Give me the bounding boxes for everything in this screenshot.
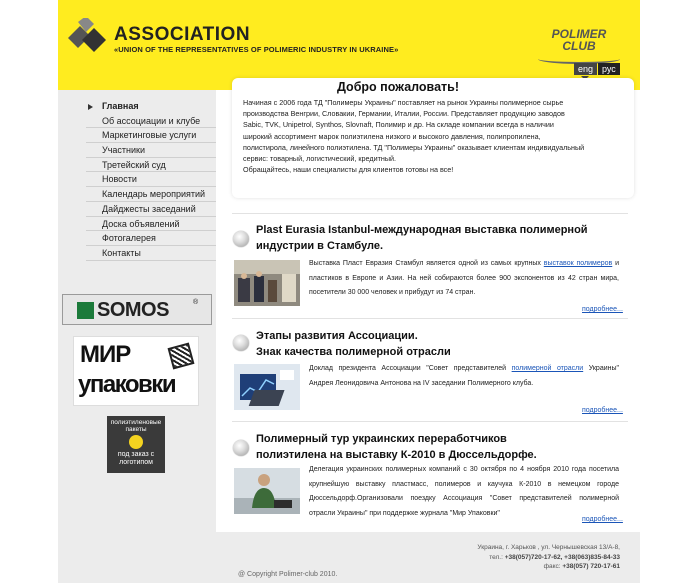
association-logo-icon: [66, 18, 108, 58]
news-title[interactable]: [256, 223, 606, 254]
contact-address: [420, 543, 620, 572]
divider: [232, 421, 628, 422]
tel-numbers: +38(057)720-17-62, +38(063)835-84-33: [504, 553, 620, 561]
polimer-club-line1: POLIMER: [551, 27, 607, 41]
nav-item-about[interactable]: Об ассоциации и клубе: [86, 114, 226, 129]
news-inline-link[interactable]: выставок полимеров: [543, 260, 613, 267]
news-title-line2: индустрии в Стамбуле.: [256, 239, 384, 252]
lang-eng-button[interactable]: eng: [574, 63, 597, 75]
read-more-link[interactable]: подробнее...: [582, 516, 623, 523]
mir-line1: МИР: [80, 341, 131, 368]
welcome-line: Sabic, TVK, Unipetrol, Synthos, Slovnaft, Полимир и др. На складе компании всегда в наличии: [243, 120, 554, 130]
association-title: ASSOCIATION: [114, 24, 251, 45]
package-box-icon: [168, 343, 195, 370]
nav-item-contacts[interactable]: Контакты: [86, 246, 226, 261]
welcome-line: Обращайтесь, наши специалисты для клиентов готовы на все!: [243, 165, 454, 175]
mir-upakovki-banner[interactable]: [73, 336, 199, 406]
nav-item-calendar[interactable]: Календарь мероприятий: [86, 187, 226, 202]
welcome-line: производства Венгрии, Словакии, Германии, Италии, России. Представляет продукцию заводов: [243, 109, 565, 119]
nav-item-members[interactable]: Участники: [86, 143, 226, 158]
nav-item-digests[interactable]: Дайджесты заседаний: [86, 202, 226, 217]
news-bullet-icon: [233, 335, 249, 351]
somos-reg-mark: ®: [193, 299, 199, 306]
news-text-part: Делегация украинских полимерных компаний с 30 октября по 4 ноября 2010 года посетила крупнейшую выставку пластмасс, полимеров и каучука К-2010 в немецком городе Дюссельдорф.Организовали поездку Ассоциация "Совет представителей полимерной отрасли Украины" при поддержке журнала "Мир Упаковки": [309, 466, 619, 517]
main-nav: [86, 99, 226, 261]
divider: [232, 318, 628, 319]
news-title-line1: Plast Eurasia Istanbul-международная выставка полимерной: [256, 224, 588, 236]
copyright: @ Copyright Polimer-club 2010.: [238, 571, 338, 578]
chart-laptop-photo[interactable]: [234, 364, 300, 410]
nav-item-marketing[interactable]: Маркетинговые услуги: [86, 128, 226, 143]
nav-item-gallery[interactable]: Фотогалерея: [86, 231, 226, 246]
read-more-link[interactable]: подробнее...: [582, 306, 623, 313]
welcome-text: [243, 97, 623, 175]
nav-item-news[interactable]: Новости: [86, 172, 226, 187]
somos-logo-icon: [77, 302, 94, 319]
packages-top-text: полиэтиленовые пакеты: [110, 419, 162, 433]
news-bullet-icon: [233, 440, 249, 456]
exhibition-photo[interactable]: [234, 260, 300, 306]
nav-item-board[interactable]: Доска объявлений: [86, 217, 226, 232]
welcome-line: широкий ассортимент марок полиэтилена низкого и высокого давления, полипропилена,: [243, 131, 541, 141]
welcome-line: полистирола, линейного полиэтилена. ТД "Полимеры Украины" оказывает клиентам индивидуальный: [243, 142, 585, 152]
news-title[interactable]: [256, 329, 606, 360]
news-title-line1: Этапы развития Ассоциации.: [256, 330, 418, 342]
somos-banner[interactable]: [62, 294, 212, 325]
news-title-line2: полиэтилена на выставку К-2010 в Дюссельдорфе.: [256, 448, 537, 461]
news-text-part: Доклад президента Ассоциации "Совет представителей: [309, 365, 512, 372]
lang-rus-button[interactable]: рус: [598, 63, 620, 75]
read-more-link[interactable]: подробнее...: [582, 407, 623, 414]
tel-label: тел.:: [489, 553, 503, 561]
nav-item-home[interactable]: Главная: [102, 101, 139, 111]
association-subtitle: «UNION OF THE REPRESENTATIVES OF POLIMERIC INDUSTRY IN UKRAINE»: [114, 45, 399, 54]
packages-logo-icon: [129, 435, 143, 449]
news-title-line1: Полимерный тур украинских переработчиков: [256, 433, 507, 445]
somos-text: SOMOS: [97, 299, 169, 321]
site-header: [58, 0, 640, 90]
packages-banner[interactable]: [107, 416, 165, 473]
news-title-line2: Знак качества полимерной отрасли: [256, 345, 451, 358]
news-text-part: Выставка Пласт Евразия Стамбул является одной из самых крупных: [309, 260, 544, 267]
address-line: Украина, г. Харьков , ул. Чернышевская 13/А-8,: [477, 544, 620, 551]
mir-line2: упаковки: [78, 371, 176, 398]
news-bullet-icon: [233, 231, 249, 247]
welcome-line: сервис: товарный, логистический, кредитный.: [243, 154, 397, 164]
welcome-line: Начиная с 2006 года ТД "Полимеры Украины" поставляет на рынок Украины полимерное сырье: [243, 98, 564, 107]
polimer-club-line2: CLUB: [562, 39, 596, 53]
news-text: [309, 257, 619, 301]
news-text-part: и пластиков в Европе и Азии. На ней собираются более 900 экспонентов из 42 стран мира, посетители 30 000 человек и прибудут из 74 стран.: [309, 260, 620, 296]
news-title[interactable]: [256, 432, 606, 463]
delegate-photo[interactable]: [234, 468, 300, 514]
fax-label: факс:: [543, 563, 561, 570]
news-text: [309, 362, 619, 391]
news-inline-link[interactable]: полимерной отрасли: [511, 365, 584, 372]
nav-item-court[interactable]: Третейский суд: [86, 158, 226, 173]
fax-number: +38(057) 720-17-61: [562, 563, 620, 570]
welcome-title: Добро пожаловать!: [337, 80, 459, 94]
news-text-part: Украины" Андрея Леонидовича Антонова на IV заседании Полимерного клуба.: [309, 365, 620, 387]
packages-bottom-text: под заказ с логотипом: [117, 451, 155, 466]
divider: [232, 213, 628, 214]
news-text: [309, 463, 619, 521]
